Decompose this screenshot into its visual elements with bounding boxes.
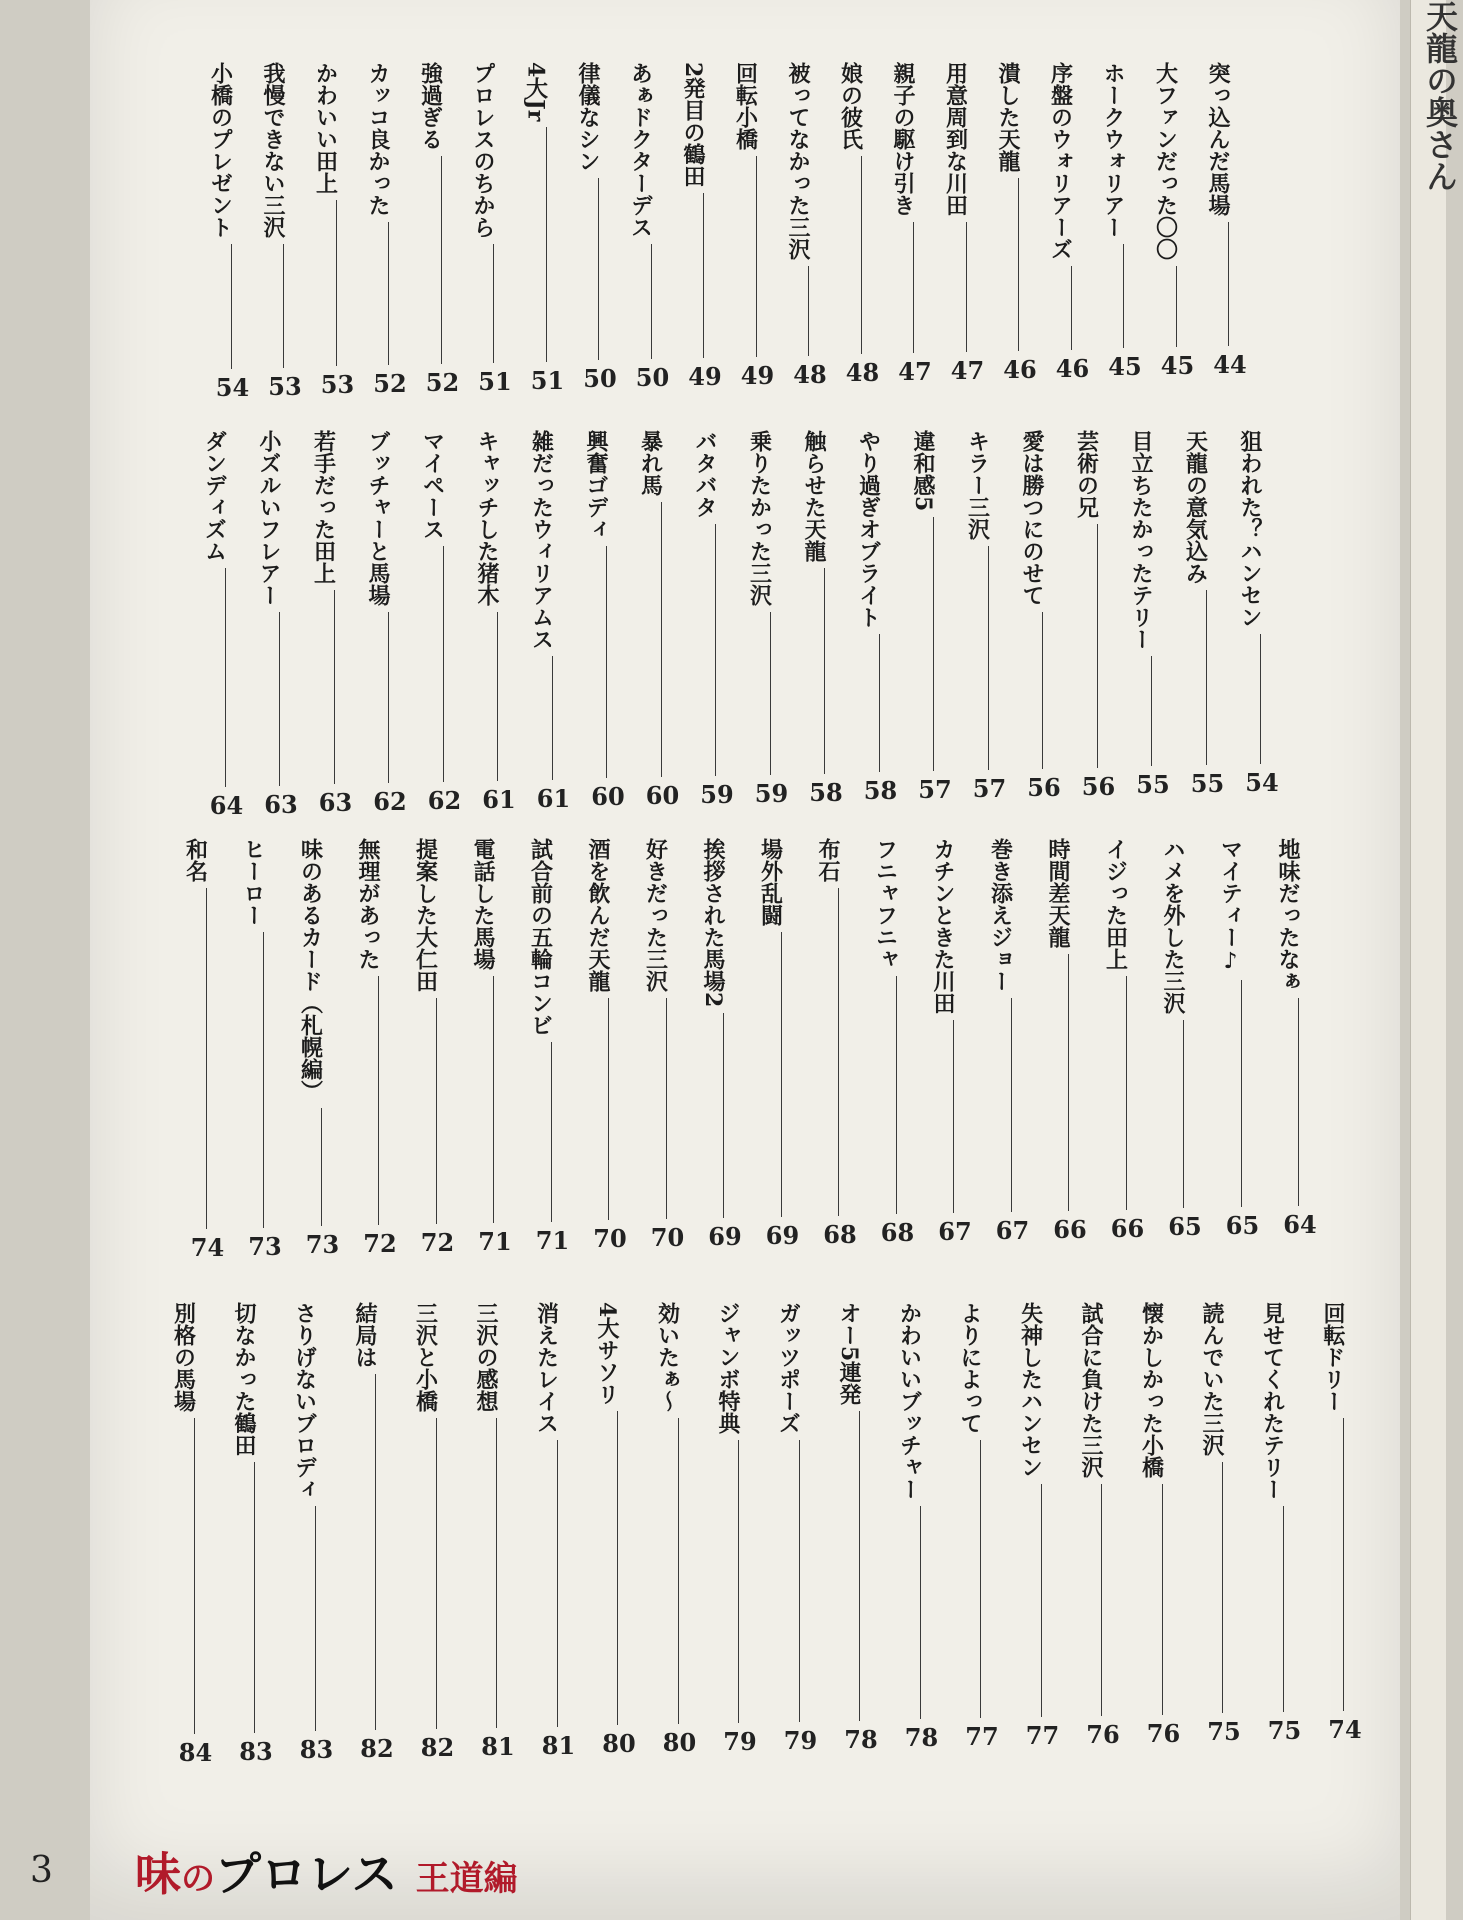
- toc-leader-line: [1071, 266, 1072, 350]
- toc-entry-title: 和名: [182, 838, 209, 882]
- toc-entry-title: 酒を飲んだ天龍: [585, 838, 611, 992]
- toc-page-number: 79: [723, 1727, 757, 1756]
- toc-entry-title: オー5連発: [836, 1302, 862, 1406]
- toc-page-number: 60: [645, 781, 680, 811]
- toc-leader-line: [254, 1462, 255, 1733]
- toc-leader-line: [1183, 1020, 1184, 1208]
- book-title-part: の: [181, 1859, 215, 1899]
- toc-leader-line: [375, 1374, 376, 1730]
- toc-leader-line: [496, 1418, 497, 1728]
- toc-page-number: 52: [425, 368, 460, 397]
- toc-page-number: 57: [972, 774, 1007, 803]
- toc-leader-line: [824, 568, 825, 774]
- toc-entry-title: ダンディズム: [201, 430, 228, 562]
- toc-leader-line: [598, 178, 599, 360]
- toc-entry-title: 結局は: [352, 1302, 378, 1368]
- toc-leader-line: [1283, 1506, 1284, 1712]
- toc-leader-line: [557, 1440, 558, 1727]
- toc-leader-line: [1228, 222, 1229, 346]
- page-number: 3: [30, 1850, 53, 1891]
- toc-entry-title: 三沢の感想: [473, 1302, 499, 1412]
- toc-page-number: 80: [602, 1729, 636, 1759]
- toc-entry-title: 若手だった田上: [310, 430, 337, 584]
- toc-entry-title: 試合前の五輪コンビ: [527, 838, 554, 1036]
- toc-entry-title: 大ファンだった〇〇: [1152, 62, 1179, 260]
- toc-leader-line: [861, 156, 862, 354]
- toc-leader-line: [1176, 266, 1177, 347]
- toc-leader-line: [443, 546, 444, 782]
- toc-page-number: 47: [950, 356, 985, 385]
- toc-entry-title: 時間差天龍: [1045, 838, 1071, 948]
- toc-page-number: 48: [793, 359, 827, 389]
- toc-leader-line: [678, 1418, 679, 1724]
- toc-entry-title: 律儀なシン: [575, 62, 601, 172]
- toc-entry-title: 用意周到な川田: [942, 62, 969, 216]
- toc-leader-line: [436, 1418, 437, 1729]
- toc-entry-title: マイティー♪: [1217, 838, 1244, 974]
- toc-page-number: 59: [700, 780, 734, 809]
- toc-entry-title: 小ズルいフレアー: [256, 430, 282, 606]
- toc-page-number: 77: [1025, 1721, 1060, 1750]
- toc-leader-line: [1011, 998, 1012, 1212]
- toc-leader-line: [388, 222, 389, 365]
- toc-entry-title: 回転小橋: [732, 62, 759, 150]
- toc-leader-line: [913, 222, 914, 353]
- toc-page-number: 82: [420, 1733, 455, 1762]
- toc-page-number: 67: [938, 1217, 972, 1247]
- toc-page-number: 72: [420, 1228, 455, 1257]
- toc-entry-title: 挨拶された馬場2: [700, 838, 726, 1008]
- toc-entry-title: 巻き添えジョー: [987, 838, 1014, 992]
- toc-leader-line: [1097, 524, 1098, 768]
- toc-page-number: 71: [535, 1225, 570, 1255]
- toc-entry-title: フニャフニャ: [872, 838, 899, 970]
- toc-leader-line: [1123, 244, 1124, 348]
- toc-page-number: 51: [530, 365, 565, 395]
- toc-page-number: 62: [373, 787, 407, 817]
- toc-entry-title: ハメを外した三沢: [1160, 838, 1186, 1014]
- toc-page-number: 53: [320, 370, 355, 400]
- toc-leader-line: [1126, 976, 1127, 1210]
- toc-leader-line: [441, 156, 442, 364]
- toc-leader-line: [715, 524, 716, 776]
- toc-entry-title: 天龍の意気込み: [1182, 430, 1209, 584]
- toc-leader-line: [808, 266, 809, 356]
- toc-page-number: 56: [1027, 772, 1061, 802]
- toc-entry-title: 潰した天龍: [995, 62, 1021, 172]
- toc-leader-line: [617, 1411, 618, 1725]
- toc-entry-title: あぁドクターデス: [627, 62, 654, 238]
- toc-page-number: 69: [765, 1220, 800, 1250]
- toc-entry-title: よりによって: [957, 1302, 983, 1434]
- toc-page-number: 62: [427, 786, 462, 815]
- toc-entry-title: 我慢できない三沢: [260, 62, 286, 238]
- toc-page-number: 75: [1207, 1717, 1241, 1747]
- toc-entry-title: マイペース: [419, 430, 446, 540]
- toc-entry-title: 地味だったなぁ: [1275, 838, 1301, 992]
- toc-page-number: 80: [662, 1728, 697, 1758]
- toc-entry-title: 懐かしかった小橋: [1138, 1302, 1165, 1478]
- toc-leader-line: [493, 976, 494, 1223]
- toc-page-number: 61: [536, 783, 571, 813]
- toc-leader-line: [315, 1506, 316, 1731]
- toc-leader-line: [1222, 1462, 1223, 1713]
- toc-page-number: 48: [845, 358, 880, 388]
- toc-page-number: 74: [190, 1232, 225, 1262]
- toc-page-number: 78: [904, 1723, 939, 1753]
- toc-page-number: 71: [478, 1226, 512, 1256]
- toc-entry-title: 突っ込んだ馬場: [1205, 62, 1231, 216]
- toc-leader-line: [1068, 954, 1069, 1211]
- toc-entry-title: 強過ぎる: [417, 62, 444, 150]
- toc-leader-line: [194, 1418, 195, 1734]
- toc-leader-line: [606, 546, 607, 778]
- toc-page-number: 66: [1110, 1213, 1145, 1243]
- toc-entry-title: 違和感5: [910, 430, 936, 512]
- toc-leader-line: [1041, 1484, 1042, 1717]
- toc-leader-line: [953, 1020, 954, 1213]
- toc-entry-title: ブッチャーと馬場: [365, 430, 391, 606]
- toc-entry-title: さりげないブロディ: [291, 1302, 318, 1500]
- toc-entry-title: 好きだった三沢: [642, 838, 669, 992]
- toc-page-number: 47: [898, 357, 932, 387]
- toc-page-number: 72: [363, 1229, 397, 1259]
- toc-page-number: 68: [823, 1219, 857, 1249]
- toc-entry-title: 場外乱闘: [757, 838, 784, 926]
- toc-leader-line: [321, 1108, 322, 1226]
- toc-page-number: 56: [1081, 771, 1116, 801]
- toc-page-number: 70: [650, 1223, 685, 1253]
- toc-page-number: 73: [305, 1230, 340, 1260]
- toc-entry-title: キラー三沢: [964, 430, 991, 540]
- adjacent-page-edge: [1410, 0, 1459, 1920]
- toc-page-number: 50: [635, 363, 670, 393]
- toc-leader-line: [703, 193, 704, 358]
- toc-page-number: 74: [1328, 1715, 1362, 1744]
- toc-entry-title: 別格の馬場: [170, 1302, 197, 1412]
- toc-leader-line: [896, 976, 897, 1214]
- toc-entry-title: 読んでいた三沢: [1199, 1302, 1225, 1456]
- toc-leader-line: [1298, 998, 1299, 1206]
- toc-leader-line: [980, 1440, 981, 1718]
- toc-leader-line: [231, 244, 232, 369]
- toc-entry-title: 試合に負けた三沢: [1078, 1302, 1104, 1478]
- toc-entry-title: かわいいブッチャー: [896, 1302, 923, 1500]
- toc-page-number: 54: [215, 372, 250, 402]
- toc-entry-title: 味のあるカード（札幌編）: [297, 838, 324, 1102]
- toc-page-number: 76: [1086, 1719, 1120, 1749]
- toc-leader-line: [988, 546, 989, 770]
- toc-page-number: 58: [809, 777, 843, 807]
- toc-leader-line: [859, 1411, 860, 1720]
- toc-leader-line: [552, 656, 553, 780]
- toc-entry-title: 愛は勝つにのせて: [1019, 430, 1045, 606]
- toc-page-number: 63: [318, 788, 353, 818]
- toc-leader-line: [388, 612, 389, 783]
- toc-entry-title: 狙われた？ハンセン: [1237, 430, 1263, 628]
- toc-entry-title: 娘の彼氏: [837, 62, 864, 150]
- toc-page-number: 52: [373, 369, 407, 399]
- book-title: [135, 1838, 518, 1904]
- toc-page-number: 49: [688, 362, 722, 391]
- toc-page-number: 68: [880, 1218, 915, 1248]
- toc-entry-title: 三沢と小橋: [412, 1302, 439, 1412]
- toc-entry-title: カチンときた川田: [930, 838, 956, 1014]
- toc-entry-title: ジャンボ特典: [715, 1302, 741, 1434]
- toc-leader-line: [651, 244, 652, 359]
- toc-leader-line: [1162, 1484, 1163, 1715]
- toc-leader-line: [334, 590, 335, 784]
- toc-entry-title: 親子の駆け引き: [890, 62, 916, 216]
- toc-entry-title: 布石: [815, 838, 841, 882]
- toc-leader-line: [1241, 980, 1242, 1207]
- toc-page-number: 81: [541, 1730, 576, 1760]
- toc-page-number: 76: [1146, 1718, 1181, 1748]
- toc-leader-line: [799, 1440, 800, 1722]
- toc-leader-line: [493, 244, 494, 363]
- toc-page-number: 69: [708, 1222, 742, 1251]
- toc-leader-line: [933, 517, 934, 771]
- toc-entry-title: ホークウォリアー: [1100, 62, 1126, 238]
- toc-page-number: 82: [360, 1734, 394, 1764]
- toc-entry-title: ガッツポーズ: [775, 1302, 802, 1434]
- toc-entry-title: 暴れ馬: [637, 430, 664, 496]
- toc-page-number: 73: [248, 1231, 282, 1261]
- toc-page-number: 81: [481, 1731, 515, 1761]
- toc-leader-line: [838, 888, 839, 1216]
- toc-entry-title: 目立ちたかったテリー: [1128, 430, 1154, 650]
- toc-page-number: 64: [1283, 1210, 1317, 1239]
- toc-leader-line: [879, 634, 880, 772]
- toc-entry-title: 雑だったウィリアムス: [528, 430, 555, 650]
- toc-leader-line: [551, 1042, 552, 1222]
- toc-page-number: 65: [1225, 1211, 1260, 1241]
- toc-leader-line: [770, 612, 771, 775]
- toc-page-number: 67: [995, 1216, 1030, 1245]
- toc-entry-title: 序盤のウォリアーズ: [1047, 62, 1074, 260]
- toc-leader-line: [1260, 634, 1261, 764]
- toc-page-number: 83: [239, 1736, 273, 1766]
- toc-entry-title: カッコ良かった: [365, 62, 391, 216]
- toc-page-number: 65: [1168, 1212, 1202, 1242]
- toc-leader-line: [920, 1506, 921, 1719]
- toc-leader-line: [1151, 656, 1152, 766]
- toc-leader-line: [666, 998, 667, 1219]
- toc-page-number: 57: [918, 775, 952, 805]
- toc-leader-line: [1042, 612, 1043, 769]
- toc-leader-line: [723, 1013, 724, 1218]
- toc-page-number: 79: [783, 1725, 818, 1755]
- toc-leader-line: [279, 612, 280, 786]
- toc-entry-title: キャッチした猪木: [474, 430, 500, 606]
- toc-entry-title: イジった田上: [1102, 838, 1129, 970]
- toc-page-number: 61: [482, 784, 516, 814]
- toc-page-number: 46: [1055, 353, 1090, 383]
- toc-entry-title: 切なかった鶴田: [231, 1302, 257, 1456]
- toc-page-number: 78: [844, 1724, 878, 1754]
- toc-entry-title: 電話した馬場: [470, 838, 496, 970]
- toc-entry-title: 無理があった: [355, 838, 381, 970]
- toc-page-number: 51: [478, 366, 512, 396]
- toc-page-number: 49: [740, 360, 775, 390]
- toc-entry-title: 触らせた天龍: [801, 430, 827, 562]
- book-title-part: プロレス: [215, 1847, 398, 1901]
- toc-entry-title: 小橋のプレゼント: [207, 62, 234, 238]
- toc-leader-line: [1343, 1418, 1344, 1711]
- toc-entry-title: 4大サソリ: [594, 1302, 620, 1406]
- toc-leader-line: [546, 127, 547, 361]
- toc-entry-title: 2発目の鶴田: [680, 62, 706, 188]
- toc-page-number: 84: [178, 1737, 213, 1767]
- toc-leader-line: [966, 222, 967, 352]
- toc-page-number: 64: [209, 790, 244, 820]
- toc-leader-line: [756, 156, 757, 357]
- toc-entry-title: 失神したハンセン: [1017, 1302, 1044, 1478]
- toc-entry-title: 乗りたかった三沢: [746, 430, 773, 606]
- toc-page-number: 60: [591, 782, 625, 812]
- toc-leader-line: [378, 976, 379, 1225]
- toc-page-number: 45: [1108, 352, 1142, 382]
- toc-page-number: 59: [754, 778, 789, 808]
- toc-page-number: 66: [1053, 1214, 1087, 1244]
- toc-entry-title: 見せてくれたテリー: [1259, 1302, 1286, 1500]
- toc-page-number: 83: [299, 1735, 334, 1765]
- toc-entry-title: 回転ドリー: [1320, 1302, 1346, 1412]
- toc-page-number: 75: [1267, 1716, 1302, 1746]
- toc-entry-title: 芸術の兄: [1073, 430, 1100, 518]
- book-subtitle: 王道編: [415, 1859, 518, 1899]
- toc-entry-title: 効いたぁ〜: [654, 1302, 681, 1412]
- toc-entry-title: 提案した大仁田: [412, 838, 439, 992]
- toc-page-number: 70: [593, 1224, 627, 1254]
- toc-page-number: 63: [264, 789, 298, 819]
- adjacent-page-fragment: 天龍の奥さん: [1421, 0, 1459, 192]
- toc-leader-line: [738, 1440, 739, 1723]
- book-title-part: 味: [135, 1847, 181, 1901]
- toc-page-number: 55: [1136, 770, 1170, 800]
- toc-entry-title: やり過ぎオブライト: [855, 430, 882, 628]
- toc-entry-title: かわいい田上: [312, 62, 339, 194]
- toc-entry-title: 4大Jr: [522, 62, 549, 122]
- toc-page-number: 77: [965, 1722, 999, 1752]
- toc-leader-line: [781, 932, 782, 1217]
- toc-entry-title: ヒーロー: [240, 838, 266, 926]
- toc-entry-title: バタバタ: [692, 430, 718, 518]
- toc-leader-line: [661, 502, 662, 777]
- toc-entry-title: 興奮ゴディ: [583, 430, 609, 540]
- book-page: [90, 0, 1400, 1920]
- toc-leader-line: [283, 244, 284, 368]
- toc-leader-line: [1018, 178, 1019, 351]
- toc-leader-line: [1101, 1484, 1102, 1716]
- toc-page-number: 44: [1213, 350, 1247, 379]
- toc-entry-title: 消えたレイス: [533, 1302, 560, 1434]
- toc-leader-line: [608, 998, 609, 1220]
- toc-page-number: 46: [1003, 354, 1037, 384]
- toc-leader-line: [1206, 590, 1207, 765]
- toc-leader-line: [263, 932, 264, 1228]
- toc-page-number: 50: [583, 364, 617, 394]
- toc-entry-title: プロレスのちから: [470, 62, 496, 238]
- toc-entry-title: 被ってなかった三沢: [785, 62, 811, 260]
- toc-leader-line: [206, 888, 207, 1229]
- toc-page-number: 55: [1190, 769, 1225, 799]
- toc-leader-line: [436, 998, 437, 1224]
- toc-page-number: 54: [1245, 768, 1279, 797]
- toc-page-number: 58: [863, 776, 898, 806]
- toc-leader-line: [225, 568, 226, 787]
- toc-leader-line: [336, 200, 337, 366]
- toc-page-number: 53: [268, 371, 302, 401]
- toc-page-number: 45: [1160, 351, 1195, 381]
- toc-leader-line: [497, 612, 498, 781]
